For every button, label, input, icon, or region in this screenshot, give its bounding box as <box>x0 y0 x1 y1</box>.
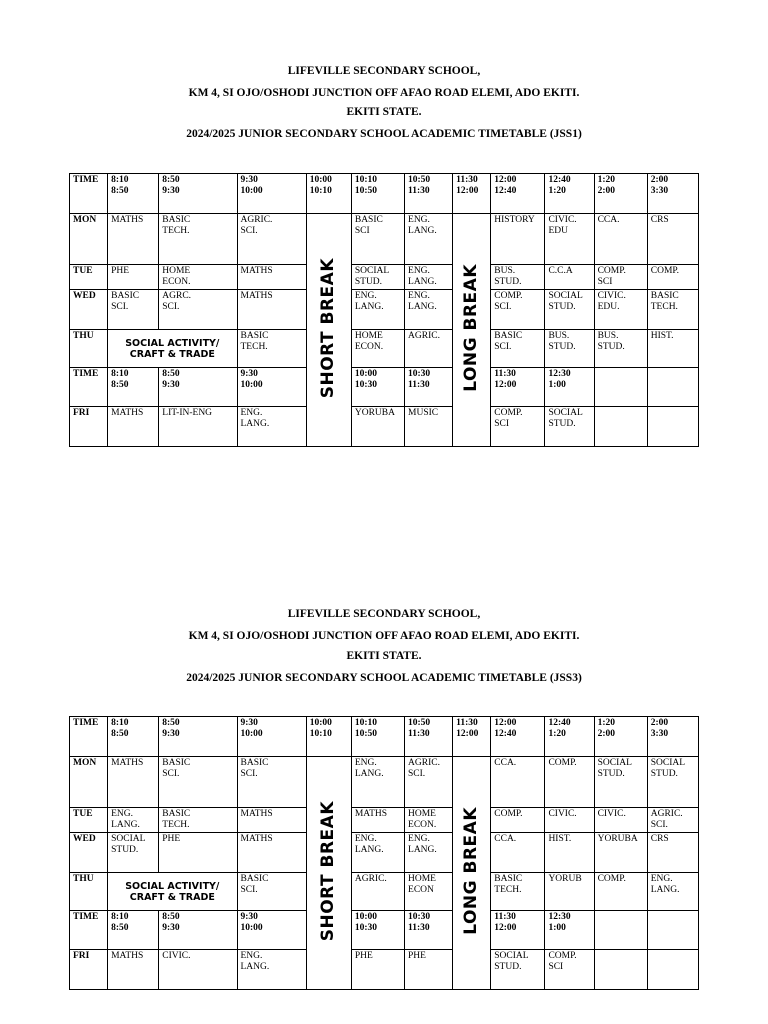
time-cell: 11:30 12:00 <box>453 174 491 214</box>
subject-cell: MATHS <box>237 290 306 330</box>
subject-cell: YORUBA <box>351 407 404 447</box>
time-cell: 12:00 12:40 <box>491 717 545 757</box>
subject-cell: SOCIAL STUD. <box>647 757 698 808</box>
subject-cell: COMP. <box>594 873 647 911</box>
short-break-label: SHORT BREAK <box>318 257 339 399</box>
subject-cell: ENG. LANG. <box>405 265 453 290</box>
subject-cell: BASIC TECH. <box>159 214 237 265</box>
time-cell: 10:30 11:30 <box>405 911 453 950</box>
day-row-mon <box>70 757 699 808</box>
subject-cell: ENG. LANG. <box>237 950 306 990</box>
time-cell: 9:30 10:00 <box>237 368 306 407</box>
day-row-wed <box>70 290 699 330</box>
school-state: EKITI STATE. <box>346 650 422 662</box>
day-row-wed <box>70 833 699 873</box>
subject-cell: AGRIC. SCI. <box>405 757 453 808</box>
subject-cell: CIVIC. <box>159 950 237 990</box>
subject-cell: COMP. <box>491 808 545 833</box>
school-state: EKITI STATE. <box>346 106 422 118</box>
subject-cell: CRS <box>647 833 698 873</box>
day-row-tue <box>70 265 699 290</box>
subject-cell: MATHS <box>351 808 404 833</box>
subject-cell: BUS. STUD. <box>545 330 594 368</box>
subject-cell: SOCIAL STUD. <box>108 833 159 873</box>
day-label: WED <box>70 290 108 330</box>
short-break-column <box>306 214 351 447</box>
time-cell: 10:10 10:50 <box>351 174 404 214</box>
subject-cell: PHE <box>108 265 159 290</box>
subject-cell: SOCIAL STUD. <box>594 757 647 808</box>
time-cell: 1:20 2:00 <box>594 717 647 757</box>
subject-cell: COMP. SCI <box>545 950 594 990</box>
subject-cell: BASIC SCI. <box>237 757 306 808</box>
subject-cell: BASIC TECH. <box>159 808 237 833</box>
time-cell: 8:10 8:50 <box>108 368 159 407</box>
subject-cell: ENG. LANG. <box>351 833 404 873</box>
time-cell: 10:50 11:30 <box>405 174 453 214</box>
day-label: MON <box>70 214 108 265</box>
subject-cell: ENG. LANG. <box>647 873 698 911</box>
subject-cell: BASIC TECH. <box>491 873 545 911</box>
empty-cell <box>594 407 647 447</box>
social-activity-cell: SOCIAL ACTIVITY/ CRAFT & TRADE <box>108 330 237 368</box>
subject-cell: AGRIC. SCI. <box>647 808 698 833</box>
subject-cell: AGRIC. <box>405 330 453 368</box>
subject-cell: HOME ECON. <box>405 808 453 833</box>
day-row-fri <box>70 950 699 990</box>
subject-cell: LIT-IN-ENG <box>159 407 237 447</box>
fri-time-row <box>70 911 699 950</box>
long-break-label: LONG BREAK <box>461 264 482 392</box>
subject-cell: ENG. LANG. <box>405 290 453 330</box>
time-label: TIME <box>70 368 108 407</box>
subject-cell: BASIC SCI. <box>159 757 237 808</box>
time-cell: 10:50 11:30 <box>405 717 453 757</box>
timetable-jss3 <box>69 716 699 990</box>
timetable-title: 2024/2025 JUNIOR SECONDARY SCHOOL ACADEMIC TIMETABLE (JSS1) <box>186 128 582 140</box>
subject-cell: SOCIAL STUD. <box>545 290 594 330</box>
subject-cell: AGRIC. SCI. <box>237 214 306 265</box>
time-cell: 8:10 8:50 <box>108 174 159 214</box>
day-row-mon <box>70 214 699 265</box>
subject-cell: HIST. <box>545 833 594 873</box>
time-cell: 1:20 2:00 <box>594 174 647 214</box>
time-cell: 10:00 10:30 <box>351 911 404 950</box>
time-cell: 10:30 11:30 <box>405 368 453 407</box>
subject-cell: CIVIC. <box>594 808 647 833</box>
subject-cell: COMP. <box>545 757 594 808</box>
time-cell: 8:50 9:30 <box>159 174 237 214</box>
time-cell: 9:30 10:00 <box>237 717 306 757</box>
subject-cell: SOCIAL STUD. <box>491 950 545 990</box>
subject-cell: ENG. LANG. <box>237 407 306 447</box>
time-cell: 9:30 10:00 <box>237 174 306 214</box>
time-cell: 11:30 12:00 <box>491 911 545 950</box>
empty-cell <box>647 911 698 950</box>
day-label: THU <box>70 330 108 368</box>
day-label: FRI <box>70 950 108 990</box>
time-cell: 8:10 8:50 <box>108 717 159 757</box>
time-cell: 8:50 9:30 <box>159 911 237 950</box>
subject-cell: COMP. SCI. <box>491 290 545 330</box>
time-label: TIME <box>70 174 108 214</box>
school-name: LIFEVILLE SECONDARY SCHOOL, <box>287 65 481 77</box>
long-break-label: LONG BREAK <box>461 807 482 935</box>
day-label: TUE <box>70 808 108 833</box>
time-cell: 2:00 3:30 <box>647 717 698 757</box>
subject-cell: BUS. STUD. <box>594 330 647 368</box>
empty-cell <box>647 368 698 407</box>
time-cell: 12:40 1:20 <box>545 717 594 757</box>
subject-cell: PHE <box>351 950 404 990</box>
day-label: TUE <box>70 265 108 290</box>
subject-cell: ENG. LANG. <box>351 290 404 330</box>
school-address: KM 4, SI OJO/OSHODI JUNCTION OFF AFAO ROAD ELEMI, ADO EKITI. <box>188 630 580 642</box>
day-row-thu <box>70 873 699 911</box>
school-address: KM 4, SI OJO/OSHODI JUNCTION OFF AFAO ROAD ELEMI, ADO EKITI. <box>188 87 580 99</box>
time-label: TIME <box>70 717 108 757</box>
subject-cell: COMP. SCI <box>491 407 545 447</box>
time-cell: 11:30 12:00 <box>453 717 491 757</box>
subject-cell: AGRC. SCI. <box>159 290 237 330</box>
subject-cell: HIST. <box>647 330 698 368</box>
subject-cell: BASIC SCI. <box>237 873 306 911</box>
time-cell: 12:40 1:20 <box>545 174 594 214</box>
day-row-tue <box>70 808 699 833</box>
long-break-column <box>453 757 491 990</box>
subject-cell: CRS <box>647 214 698 265</box>
subject-cell: MATHS <box>237 808 306 833</box>
empty-cell <box>594 950 647 990</box>
subject-cell: CCA. <box>491 833 545 873</box>
subject-cell: CCA. <box>594 214 647 265</box>
time-cell: 10:00 10:30 <box>351 368 404 407</box>
timetable-jss1 <box>69 173 699 447</box>
subject-cell: CIVIC. EDU. <box>594 290 647 330</box>
subject-cell: BASIC SCI <box>351 214 404 265</box>
time-row <box>70 717 699 757</box>
subject-cell: SOCIAL STUD. <box>545 407 594 447</box>
subject-cell: BASIC SCI. <box>108 290 159 330</box>
subject-cell: PHE <box>159 833 237 873</box>
time-cell: 10:00 10:10 <box>306 717 351 757</box>
time-cell: 12:30 1:00 <box>545 368 594 407</box>
day-label: WED <box>70 833 108 873</box>
time-cell: 10:10 10:50 <box>351 717 404 757</box>
subject-cell: YORUBA <box>594 833 647 873</box>
subject-cell: BUS. STUD. <box>491 265 545 290</box>
subject-cell: HOME ECON <box>405 873 453 911</box>
day-label: MON <box>70 757 108 808</box>
subject-cell: MATHS <box>108 214 159 265</box>
time-cell: 8:50 9:30 <box>159 368 237 407</box>
time-cell: 8:10 8:50 <box>108 911 159 950</box>
school-name: LIFEVILLE SECONDARY SCHOOL, <box>287 608 481 620</box>
subject-cell: BASIC TECH. <box>647 290 698 330</box>
short-break-column <box>306 757 351 990</box>
time-cell: 11:30 12:00 <box>491 368 545 407</box>
time-label: TIME <box>70 911 108 950</box>
subject-cell: MATHS <box>237 833 306 873</box>
time-cell: 10:00 10:10 <box>306 174 351 214</box>
subject-cell: MATHS <box>108 950 159 990</box>
empty-cell <box>594 368 647 407</box>
day-row-fri <box>70 407 699 447</box>
subject-cell: CIVIC. <box>545 808 594 833</box>
day-row-thu <box>70 330 699 368</box>
time-cell: 12:00 12:40 <box>491 174 545 214</box>
subject-cell: AGRIC. <box>351 873 404 911</box>
subject-cell: HISTORY <box>491 214 545 265</box>
subject-cell: CCA. <box>491 757 545 808</box>
subject-cell: COMP. SCI <box>594 265 647 290</box>
subject-cell: MATHS <box>108 407 159 447</box>
subject-cell: PHE <box>405 950 453 990</box>
subject-cell: ENG. LANG. <box>405 214 453 265</box>
subject-cell: ENG. LANG. <box>108 808 159 833</box>
short-break-label: SHORT BREAK <box>318 800 339 942</box>
subject-cell: C.C.A <box>545 265 594 290</box>
fri-time-row <box>70 368 699 407</box>
social-activity-cell: SOCIAL ACTIVITY/ CRAFT & TRADE <box>108 873 237 911</box>
subject-cell: SOCIAL STUD. <box>351 265 404 290</box>
subject-cell: HOME ECON. <box>159 265 237 290</box>
subject-cell: HOME ECON. <box>351 330 404 368</box>
empty-cell <box>647 950 698 990</box>
time-row <box>70 174 699 214</box>
day-label: THU <box>70 873 108 911</box>
time-cell: 2:00 3:30 <box>647 174 698 214</box>
subject-cell: MATHS <box>237 265 306 290</box>
time-cell: 12:30 1:00 <box>545 911 594 950</box>
day-label: FRI <box>70 407 108 447</box>
subject-cell: MATHS <box>108 757 159 808</box>
long-break-column <box>453 214 491 447</box>
subject-cell: ENG. LANG. <box>405 833 453 873</box>
empty-cell <box>594 911 647 950</box>
subject-cell: ENG. LANG. <box>351 757 404 808</box>
empty-cell <box>647 407 698 447</box>
subject-cell: COMP. <box>647 265 698 290</box>
subject-cell: BASIC TECH. <box>237 330 306 368</box>
subject-cell: YORUB <box>545 873 594 911</box>
timetable-title: 2024/2025 JUNIOR SECONDARY SCHOOL ACADEMIC TIMETABLE (JSS3) <box>186 672 582 684</box>
subject-cell: BASIC SCI. <box>491 330 545 368</box>
subject-cell: MUSIC <box>405 407 453 447</box>
time-cell: 8:50 9:30 <box>159 717 237 757</box>
time-cell: 9:30 10:00 <box>237 911 306 950</box>
subject-cell: CIVIC. EDU <box>545 214 594 265</box>
